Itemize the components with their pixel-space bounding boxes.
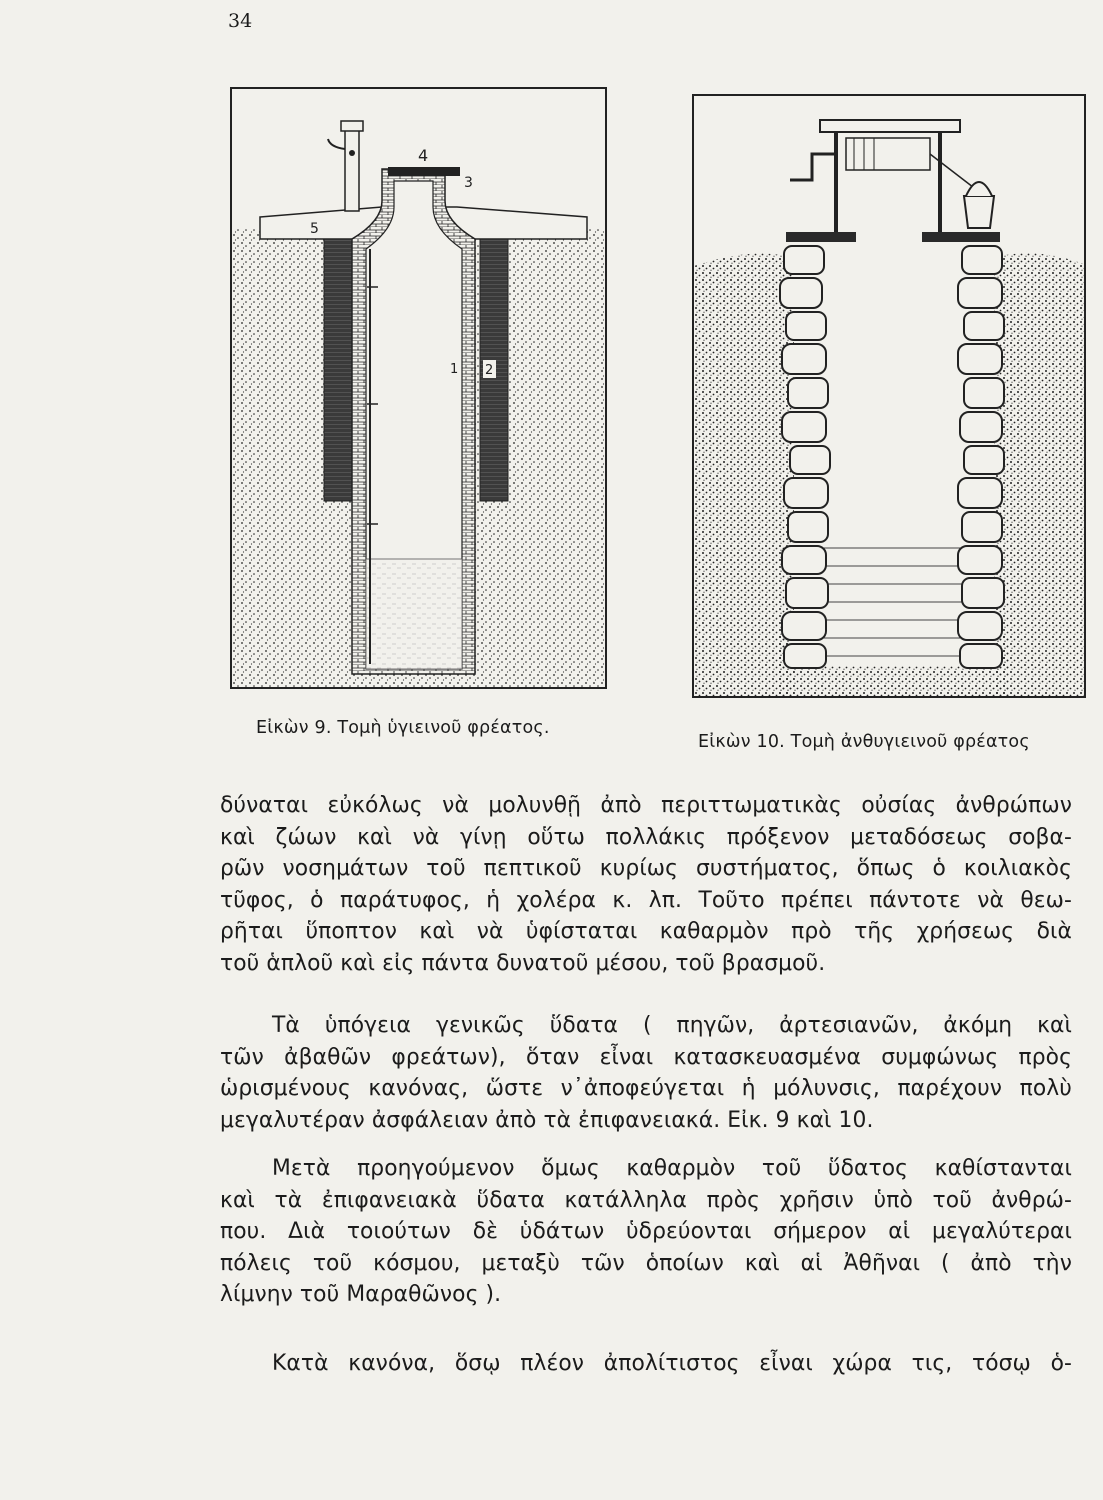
text-line: Μετὰ προηγούμενον ὅμως καθαρμὸν τοῦ ὕδατος καθίστανται: [272, 1156, 1072, 1181]
pump-spout: [328, 139, 345, 149]
text-line: δύναται εὐκόλως νὰ μολυνθῇ ἀπὸ περιττωματικὰς οὐσίας ἀνθρώπων: [220, 793, 1072, 818]
text-line: τῶν ἀβαθῶν φρεάτων), ὅταν εἶναι κατασκευασμένα συμφώνως πρὸς: [220, 1044, 1072, 1070]
figure-unhygienic-well: [692, 94, 1086, 698]
text-line: τοῦ ἁπλοῦ καὶ εἰς πάντα δυνατοῦ μέσου, τοῦ βρασμοῦ.: [220, 950, 826, 976]
bucket: [964, 196, 994, 228]
text-line: ρῆται ὕποπτον καὶ νὰ ὑφίσταται καθαρμὸν πρὸ τῆς χρήσεως διὰ: [220, 919, 1072, 944]
label-4: 4: [418, 146, 429, 165]
figure-9-caption: Εἰκὼν 9. Τομὴ ὑγιεινοῦ φρέατος.: [256, 718, 550, 738]
soil-right: [994, 253, 1084, 696]
windlass-beam: [820, 120, 960, 132]
paragraph-2: [220, 1010, 1072, 1136]
plank-left: [786, 232, 856, 242]
page-number: 34: [228, 10, 253, 32]
text-line: που. Διὰ τοιούτων δὲ ὑδάτων ὑδρεύονται σήμερον αἱ μεγαλύτεραι: [220, 1219, 1072, 1244]
text-line: Κατὰ κανόνα, ὅσῳ πλέον ἀπολίτιστος εἶναι χώρα τις, τόσῳ ὁ-: [272, 1351, 1072, 1376]
text-line: ὡρισμένους κανόνας, ὥστε ν᾽ἀποφεύγεται ἡ μόλυνσις, παρέχουν πολὺ: [220, 1076, 1072, 1101]
text-line: Τὰ ὑπόγεια γενικῶς ὕδατα ( πηγῶν, ἀρτεσιανῶν, ἀκόμη καὶ: [272, 1013, 1072, 1038]
plank-right: [922, 232, 1000, 242]
well-cover: [388, 167, 460, 176]
figure-10-caption: Εἰκὼν 10. Τομὴ ἀνθυγιεινοῦ φρέατος: [698, 732, 1030, 752]
paragraph-1: [220, 790, 1072, 979]
windlass-crank: [790, 154, 836, 180]
label-2: 2: [485, 363, 494, 378]
label-5: 5: [310, 221, 319, 237]
paragraph-3: [220, 1153, 1072, 1311]
label-3: 3: [464, 175, 473, 191]
soil-left: [694, 254, 794, 697]
text-line: καὶ ζώων καὶ νὰ γίνῃ οὕτω πολλάκις πρόξενον μεταδόσεως σοβα-: [220, 824, 1072, 850]
hygienic-well-diagram: [232, 89, 605, 687]
text-line: λίμνην τοῦ Μαραθῶνος ).: [220, 1282, 502, 1307]
unhygienic-well-diagram: [694, 96, 1084, 696]
pump-column: [345, 129, 359, 211]
text-line: πόλεις τοῦ κόσμου, μεταξὺ τῶν ὁποίων καὶ αἱ Ἀθῆναι ( ἀπὸ τὴν: [220, 1250, 1072, 1276]
label-1: 1: [450, 362, 459, 377]
figure-hygienic-well: [230, 87, 607, 689]
text-line: μεγαλυτέραν ἀσφάλειαν ἀπὸ τὰ ἐπιφανειακά. Εἰκ. 9 καὶ 10.: [220, 1107, 874, 1133]
text-line: ρῶν νοσημάτων τοῦ πεπτικοῦ κυρίως συστήματος, ὅπως ὁ κοιλιακὸς: [220, 856, 1072, 881]
water-body: [366, 559, 462, 669]
text-line: καὶ τὰ ἐπιφανειακὰ ὕδατα κατάλληλα πρὸς χρῆσιν ὑπὸ τοῦ ἀνθρώ-: [220, 1187, 1072, 1213]
text-line: τῦφος, ὁ παράτυφος, ἡ χολέρα κ. λπ. Τοῦτο πρέπει πάντοτε νὰ θεω-: [220, 887, 1072, 913]
paragraph-4: [220, 1348, 1072, 1380]
windlass-drum: [846, 138, 930, 170]
